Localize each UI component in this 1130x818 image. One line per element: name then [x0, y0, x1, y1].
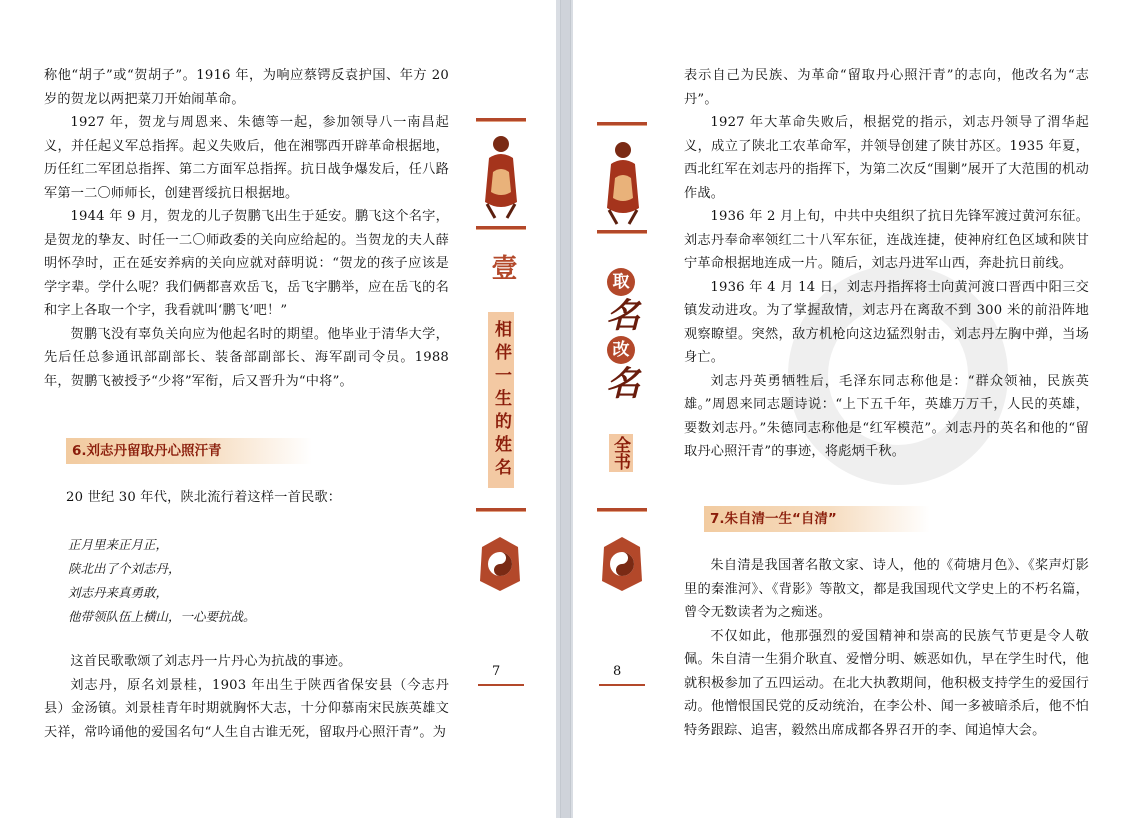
right-body-bottom [684, 554, 1089, 742]
divider [476, 118, 526, 122]
title-char: 改 [607, 336, 635, 364]
song-line: 陕北出了个刘志丹， [68, 561, 181, 576]
divider [597, 230, 647, 234]
chapter-title: 相伴一生的姓名 [488, 312, 514, 488]
page-number-rule [599, 684, 645, 686]
paragraph: 不仅如此，他那强烈的爱国精神和崇高的民族气节更是令人敬佩。朱自清一生狷介耿直、爱憎分明、嫉恶如仇，早在学生时代，他就积极参加了五四运动。在北大执教期间，他积极支持学生的爱国行动。他憎恨国民党的反动统治，在李公朴、闻一多被暗杀后，他不怕特务跟踪、追害，毅然出席成都各界召开的李、闻追悼大会。 [684, 628, 1089, 738]
book-title [603, 268, 643, 404]
paragraph: 朱自清是我国著名散文家、诗人，他的《荷塘月色》、《桨声灯影里的秦淮河》、《背影》等散文，都是我国现代文学史上的不朽名篇，曾令无数读者为之痴迷。 [684, 558, 1089, 620]
page-number: 8 [613, 664, 622, 679]
divider [597, 508, 647, 512]
paragraph: 刘志丹，原名刘景桂，1903 年出生于陕西省保安县（今志丹县）金汤镇。刘景桂青年时期就胸怀大志，十分仰慕南宋民族英雄文天祥，常吟诵他的爱国名句“人生自古谁无死，留取丹心照汗青”。为 [44, 677, 449, 740]
paragraph: 称他“胡子”或“贺胡子”。1916 年，为响应蔡锷反袁护国、年方 20 岁的贺龙以两把菜刀开始闹革命。 [44, 68, 449, 107]
title-char: 取 [607, 268, 635, 296]
page-number: 7 [492, 664, 501, 679]
chapter-number: 壹 [487, 254, 517, 280]
left-page [0, 0, 556, 818]
paragraph: 1936 年 2 月上旬，中共中央组织了抗日先锋军渡过黄河东征。刘志丹奉命率领红二十八军东征，连战连捷，使神府红色区域和陕甘宁革命根据地连成一片。随后，刘志丹进军山西，奔赴抗日前线。 [684, 209, 1089, 271]
yin-yang-emblem-icon [600, 535, 644, 593]
page-number-rule [478, 684, 524, 686]
section-heading-6: 6.刘志丹留取丹心照汗青 [66, 438, 312, 464]
paragraph: 1927 年，贺龙与周恩来、朱德等一起，参加领导八一南昌起义，并任起义军总指挥。起义失败后，他在湘鄂西开辟革命根据地，历任红二军团总指挥、第二方面军总指挥。抗日战争爆发后，任八路军第一二〇师师长，创建晋绥抗日根据地。 [44, 115, 449, 201]
decorative-figure-icon [481, 132, 521, 220]
divider [476, 226, 526, 230]
title-char: 名 [606, 364, 640, 404]
page-gutter-scrollbar[interactable] [556, 0, 573, 818]
paragraph: 贺鹏飞没有辜负关向应为他起名时的期望。他毕业于清华大学，先后任总参通讯部副部长、装备部副部长、海军副司令员。1988 年，贺鹏飞被授予“少将”军衔，后又晋升为“中将”。 [44, 326, 449, 389]
paragraph: 这首民歌歌颂了刘志丹一片丹心为抗战的事迹。 [70, 654, 352, 669]
decorative-figure-icon [603, 138, 643, 226]
song-intro: 20 世纪 30 年代，陕北流行着这样一首民歌： [66, 490, 342, 505]
right-page [573, 0, 1130, 818]
left-body-top [44, 64, 449, 393]
paragraph: 刘志丹英勇牺牲后，毛泽东同志称他是：“群众领袖，民族英雄。”周恩来同志题诗说：“上下五千年，英雄万万千，人民的英雄，要数刘志丹。”朱德同志称他是“红军模范”。刘志丹的英名和他的“留取丹心照汗青”的事迹，将彪炳千秋。 [684, 373, 1089, 459]
scrollbar-thumb[interactable] [560, 0, 571, 818]
book-subtitle: 全书 [609, 434, 633, 472]
song-line: 刘志丹来真勇敢， [68, 585, 169, 600]
paragraph: 1936 年 4 月 14 日，刘志丹指挥将士向黄河渡口晋西中阳三交镇发动进攻。为了掌握敌情，刘志丹在离敌不到 300 米的前沿阵地观察瞭望。突然，敌方机枪向这边猛烈射击，刘志丹左胸中弹，当场身亡。 [684, 279, 1089, 365]
divider [476, 508, 526, 512]
folk-song [68, 533, 448, 629]
section-heading-7: 7.朱自清一生“自清” [704, 506, 930, 532]
song-line: 正月里来正月正， [68, 537, 169, 552]
right-body-top [684, 64, 1089, 464]
paragraph: 1944 年 9 月，贺龙的儿子贺鹏飞出生于延安。鹏飞这个名字，是贺龙的挚友、时任一二〇师政委的关向应给起的。当贺龙的夫人薛明怀孕时，正在延安养病的关向应就对薛明说：“贺龙的孩子应该是学字辈。学什么呢？我们俩都喜欢岳飞，岳飞字鹏举，应在岳飞的名和字上各取一个字，我看就叫‘鹏飞’吧！” [44, 209, 449, 318]
song-line: 他带领队伍上横山，一心要抗战。 [68, 609, 256, 624]
title-char: 名 [606, 296, 640, 336]
left-body-bottom [44, 650, 449, 744]
paragraph: 1927 年大革命失败后，根据党的指示，刘志丹领导了渭华起义，成立了陕北工农革命军，并领导创建了陕甘苏区。1935 年夏，西北红军在刘志丹的指挥下，为第二次反“围剿”展开了大范围的机动作战。 [684, 115, 1089, 201]
divider [597, 122, 647, 126]
yin-yang-emblem-icon [478, 535, 522, 593]
paragraph: 表示自己为民族、为革命“留取丹心照汗青”的志向，他改名为“志丹”。 [684, 68, 1089, 107]
